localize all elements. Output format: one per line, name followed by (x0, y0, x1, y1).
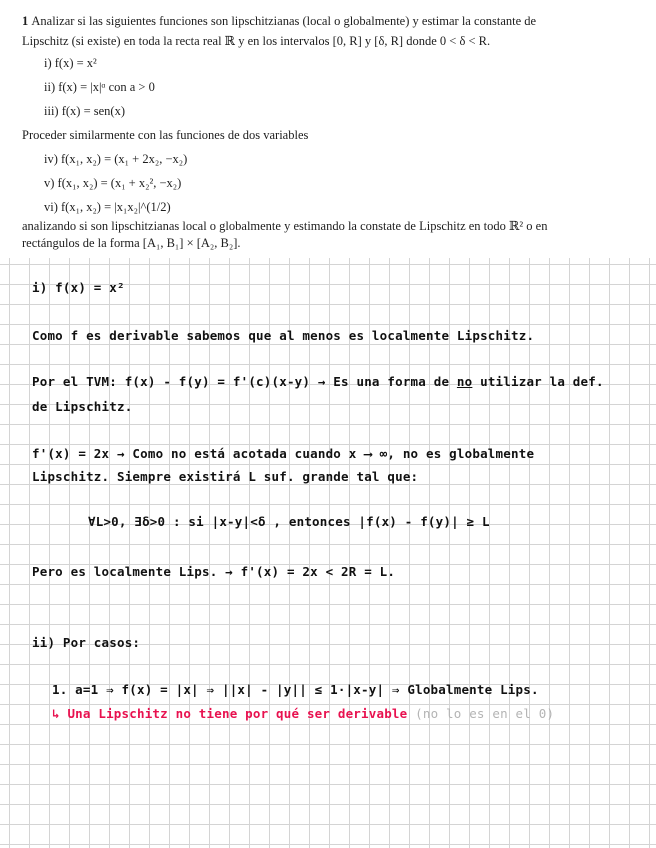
problem-outro-line-2: rectángulos de la forma [A₁, B₁] × [A₂, B₂]. (22, 236, 241, 250)
notes-heading-ii: ii) Por casos: (32, 635, 141, 650)
problem-intro-line-1 (22, 14, 536, 29)
notes-derivable-line: Como f es derivable sabemos que al menos es localmente Lipschitz. (32, 328, 535, 343)
notes-tvm-part-2: utilizar la def. (472, 374, 604, 389)
problem-intro-line-2: Lipschitz (si existe) en toda la recta real ℝ y en los intervalos [0, R] y [δ, R] donde 0 < δ < R. (22, 34, 491, 48)
notes-case-1-remark-grey: (no lo es en el 0) (415, 706, 555, 721)
notes-derivative-line-1: f'(x) = 2x → Como no está acotada cuando x ⟶ ∞, no es globalmente (32, 446, 535, 461)
item-iii: iii) f(x) = sen(x) (44, 104, 125, 118)
problem-number: 1 (22, 14, 29, 28)
notes-tvm-underlined: no (456, 374, 473, 389)
notes-case-1-remark (52, 706, 554, 721)
item-vi: vi) f(x₁, x₂) = |x₁x₂|^(1/2) (44, 200, 171, 214)
problem-outro-line-1: analizando si son lipschitzianas local o globalmente y estimando la constate de Lipschitz en todo ℝ² o en (22, 219, 548, 233)
notes-tvm-line-2: de Lipschitz. (32, 399, 133, 414)
problem-transition: Proceder similarmente con las funciones de dos variables (22, 128, 309, 142)
notes-condition: ∀L>0, ∃δ>0 : si |x-y|<δ , entonces |f(x) - f(y)| ≥ L (88, 514, 490, 529)
notes-tvm-line (32, 374, 604, 389)
handwritten-notes (0, 258, 656, 848)
item-iv: iv) f(x₁, x₂) = (x₁ + 2x₂, −x₂) (44, 152, 188, 166)
notes-tvm-part-1: Por el TVM: f(x) - f(y) = f'(c)(x-y) → Es una forma de (32, 374, 457, 389)
notes-case-1: 1. a=1 ⇒ f(x) = |x| ⇒ ||x| - |y|| ≤ 1·|x-y| ⇒ Globalmente Lips. (52, 682, 539, 697)
problem-statement (0, 0, 656, 258)
notes-local-lips-line: Pero es localmente Lips. → f'(x) = 2x < 2R = L. (32, 564, 396, 579)
notes-case-1-remark-red: ↳ Una Lipschitz no tiene por qué ser derivable (52, 706, 408, 721)
notes-heading-i: i) f(x) = x² (32, 280, 125, 295)
item-i: i) f(x) = x² (44, 56, 97, 70)
problem-intro-text: Analizar si las siguientes funciones son lipschitzianas (local o globalmente) y estimar la constante de (31, 14, 537, 28)
notes-derivative-line-2: Lipschitz. Siempre existirá L suf. grande tal que: (32, 469, 419, 484)
item-ii: ii) f(x) = |x|ᵅ con a > 0 (44, 80, 155, 94)
item-v: v) f(x₁, x₂) = (x₁ + x₂², −x₂) (44, 176, 182, 190)
